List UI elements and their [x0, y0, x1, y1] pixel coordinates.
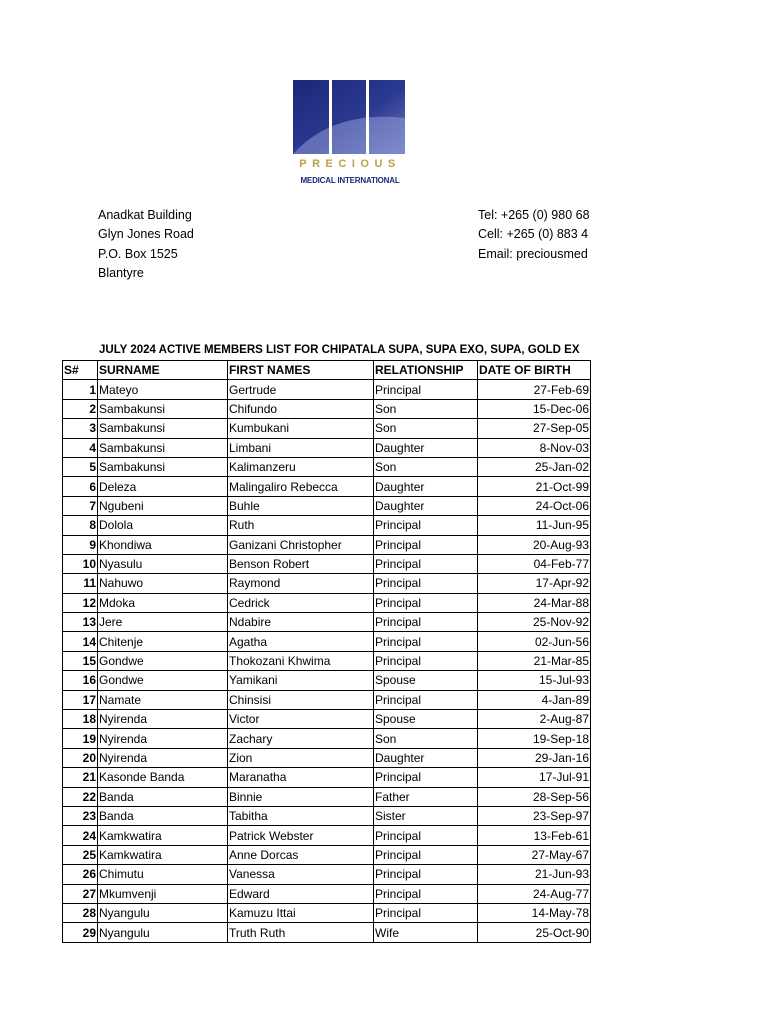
table-row [63, 903, 591, 922]
address-block [98, 206, 194, 283]
cell-dob: 25-Jan-02 [478, 457, 591, 476]
table-row [63, 399, 591, 418]
cell-dob: 24-Mar-88 [478, 593, 591, 612]
cell-dob: 19-Sep-18 [478, 729, 591, 748]
cell-first-names: Yamikani [228, 671, 374, 690]
cell-dob: 2-Aug-87 [478, 710, 591, 729]
cell-surname: Chitenje [98, 632, 228, 651]
cell-surname: Nyirenda [98, 748, 228, 767]
contact-email: Email: preciousmed [478, 246, 588, 261]
table-row [63, 535, 591, 554]
table-row [63, 826, 591, 845]
cell-relationship: Principal [374, 690, 478, 709]
cell-first-names: Ndabire [228, 613, 374, 632]
cell-relationship: Principal [374, 865, 478, 884]
address-line: Anadkat Building [98, 208, 192, 222]
cell-dob: 27-Feb-69 [478, 380, 591, 399]
cell-dob: 27-Sep-05 [478, 419, 591, 438]
row-number: 26 [63, 865, 98, 884]
company-logo [292, 80, 408, 188]
row-number: 29 [63, 923, 98, 942]
cell-dob: 14-May-78 [478, 903, 591, 922]
cell-surname: Kamkwatira [98, 826, 228, 845]
header-dob: DATE OF BIRTH [478, 361, 591, 380]
cell-surname: Mkumvenji [98, 884, 228, 903]
cell-first-names: Buhle [228, 496, 374, 515]
cell-relationship: Daughter [374, 438, 478, 457]
cell-dob: 29-Jan-16 [478, 748, 591, 767]
table-row [63, 865, 591, 884]
row-number: 25 [63, 845, 98, 864]
logo-brand: PRECIOUS [299, 158, 401, 170]
cell-dob: 25-Nov-92 [478, 613, 591, 632]
cell-surname: Gondwe [98, 671, 228, 690]
cell-surname: Sambakunsi [98, 438, 228, 457]
address-line: Glyn Jones Road [98, 227, 194, 242]
cell-dob: 8-Nov-03 [478, 438, 591, 457]
table-row [63, 574, 591, 593]
table-row [63, 923, 591, 942]
row-number: 15 [63, 651, 98, 670]
header-relationship: RELATIONSHIP [374, 361, 478, 380]
cell-surname: Nyangulu [98, 903, 228, 922]
row-number: 12 [63, 593, 98, 612]
cell-first-names: Chinsisi [228, 690, 374, 709]
cell-dob: 21-Jun-93 [478, 865, 591, 884]
cell-relationship: Principal [374, 903, 478, 922]
table-row [63, 593, 591, 612]
contact-block [478, 206, 590, 264]
cell-dob: 23-Sep-97 [478, 806, 591, 825]
cell-first-names: Zachary [228, 729, 374, 748]
row-number: 4 [63, 438, 98, 457]
cell-relationship: Sister [374, 806, 478, 825]
cell-dob: 15-Jul-93 [478, 671, 591, 690]
row-number: 19 [63, 729, 98, 748]
table-row [63, 613, 591, 632]
cell-dob: 24-Aug-77 [478, 884, 591, 903]
row-number: 23 [63, 806, 98, 825]
cell-relationship: Spouse [374, 710, 478, 729]
table-row [63, 690, 591, 709]
row-number: 9 [63, 535, 98, 554]
cell-surname: Banda [98, 787, 228, 806]
row-number: 18 [63, 710, 98, 729]
cell-relationship: Principal [374, 845, 478, 864]
table-row [63, 632, 591, 651]
cell-surname: Nyangulu [98, 923, 228, 942]
row-number: 22 [63, 787, 98, 806]
cell-relationship: Principal [374, 554, 478, 573]
cell-surname: Nyirenda [98, 729, 228, 748]
table-row [63, 787, 591, 806]
cell-first-names: Edward [228, 884, 374, 903]
row-number: 16 [63, 671, 98, 690]
cell-relationship: Son [374, 729, 478, 748]
address-line: P.O. Box 1525 [98, 246, 178, 261]
cell-first-names: Ganizani Christopher [228, 535, 374, 554]
header-surname: SURNAME [98, 361, 228, 380]
cell-relationship: Principal [374, 380, 478, 399]
cell-first-names: Vanessa [228, 865, 374, 884]
cell-first-names: Gertrude [228, 380, 374, 399]
cell-dob: 28-Sep-56 [478, 787, 591, 806]
cell-relationship: Principal [374, 884, 478, 903]
cell-first-names: Thokozani Khwima [228, 651, 374, 670]
table-row [63, 729, 591, 748]
cell-surname: Kasonde Banda [98, 768, 228, 787]
cell-relationship: Son [374, 419, 478, 438]
cell-first-names: Benson Robert [228, 554, 374, 573]
cell-surname: Namate [98, 690, 228, 709]
cell-relationship: Principal [374, 535, 478, 554]
contact-cell: Cell: +265 (0) 883 4 [478, 227, 589, 242]
cell-first-names: Limbani [228, 438, 374, 457]
cell-dob: 25-Oct-90 [478, 923, 591, 942]
cell-relationship: Principal [374, 516, 478, 535]
cell-relationship: Principal [374, 574, 478, 593]
table-row [63, 380, 591, 399]
cell-surname: Nyirenda [98, 710, 228, 729]
row-number: 27 [63, 884, 98, 903]
cell-dob: 4-Jan-89 [478, 690, 591, 709]
cell-first-names: Raymond [228, 574, 374, 593]
cell-first-names: Victor [228, 710, 374, 729]
table-row [63, 419, 591, 438]
cell-surname: Nyasulu [98, 554, 228, 573]
logo-subtitle: MEDICAL INTERNATIONAL [300, 176, 400, 185]
cell-dob: 04-Feb-77 [478, 554, 591, 573]
cell-first-names: Kamuzu Ittai [228, 903, 374, 922]
cell-first-names: Kumbukani [228, 419, 374, 438]
cell-first-names: Malingaliro Rebecca [228, 477, 374, 496]
table-row [63, 845, 591, 864]
cell-dob: 02-Jun-56 [478, 632, 591, 651]
table-row [63, 516, 591, 535]
row-number: 14 [63, 632, 98, 651]
cell-first-names: Anne Dorcas [228, 845, 374, 864]
cell-relationship: Daughter [374, 748, 478, 767]
table-row [63, 554, 591, 573]
cell-relationship: Principal [374, 651, 478, 670]
cell-dob: 15-Dec-06 [478, 399, 591, 418]
table-row [63, 651, 591, 670]
cell-surname: Sambakunsi [98, 399, 228, 418]
table-row [63, 671, 591, 690]
address-line: Blantyre [98, 265, 144, 280]
table-row [63, 884, 591, 903]
cell-first-names: Binnie [228, 787, 374, 806]
cell-surname: Ngubeni [98, 496, 228, 515]
row-number: 6 [63, 477, 98, 496]
cell-relationship: Father [374, 787, 478, 806]
cell-first-names: Truth Ruth [228, 923, 374, 942]
cell-first-names: Chifundo [228, 399, 374, 418]
members-table [62, 360, 591, 943]
cell-relationship: Principal [374, 826, 478, 845]
row-number: 7 [63, 496, 98, 515]
cell-surname: Nahuwo [98, 574, 228, 593]
cell-dob: 21-Mar-85 [478, 651, 591, 670]
row-number: 2 [63, 399, 98, 418]
cell-first-names: Agatha [228, 632, 374, 651]
cell-dob: 17-Apr-92 [478, 574, 591, 593]
cell-dob: 21-Oct-99 [478, 477, 591, 496]
row-number: 1 [63, 380, 98, 399]
cell-dob: 20-Aug-93 [478, 535, 591, 554]
cell-relationship: Spouse [374, 671, 478, 690]
cell-surname: Jere [98, 613, 228, 632]
cell-relationship: Daughter [374, 477, 478, 496]
row-number: 13 [63, 613, 98, 632]
list-title: JULY 2024 ACTIVE MEMBERS LIST FOR CHIPATALA SUPA, SUPA EXO, SUPA, GOLD EX [99, 344, 580, 356]
cell-surname: Banda [98, 806, 228, 825]
cell-surname: Chimutu [98, 865, 228, 884]
cell-first-names: Patrick Webster [228, 826, 374, 845]
cell-first-names: Zion [228, 748, 374, 767]
cell-relationship: Principal [374, 768, 478, 787]
row-number: 28 [63, 903, 98, 922]
contact-tel: Tel: +265 (0) 980 68 [478, 208, 590, 222]
cell-surname: Dolola [98, 516, 228, 535]
cell-relationship: Son [374, 457, 478, 476]
row-number: 20 [63, 748, 98, 767]
cell-relationship: Wife [374, 923, 478, 942]
row-number: 3 [63, 419, 98, 438]
header-sn: S# [63, 361, 98, 380]
table-row [63, 748, 591, 767]
cell-surname: Deleza [98, 477, 228, 496]
cell-surname: Mateyo [98, 380, 228, 399]
cell-surname: Kamkwatira [98, 845, 228, 864]
logo-mark-icon [293, 80, 405, 154]
cell-relationship: Principal [374, 613, 478, 632]
row-number: 24 [63, 826, 98, 845]
cell-first-names: Maranatha [228, 768, 374, 787]
cell-surname: Khondiwa [98, 535, 228, 554]
cell-dob: 17-Jul-91 [478, 768, 591, 787]
header-first-names: FIRST NAMES [228, 361, 374, 380]
cell-relationship: Daughter [374, 496, 478, 515]
cell-first-names: Cedrick [228, 593, 374, 612]
table-row [63, 477, 591, 496]
cell-surname: Mdoka [98, 593, 228, 612]
cell-surname: Sambakunsi [98, 457, 228, 476]
cell-first-names: Kalimanzeru [228, 457, 374, 476]
cell-dob: 13-Feb-61 [478, 826, 591, 845]
cell-relationship: Principal [374, 593, 478, 612]
table-row [63, 710, 591, 729]
table-row [63, 806, 591, 825]
table-row [63, 457, 591, 476]
cell-dob: 24-Oct-06 [478, 496, 591, 515]
cell-surname: Sambakunsi [98, 419, 228, 438]
row-number: 8 [63, 516, 98, 535]
row-number: 17 [63, 690, 98, 709]
table-row [63, 438, 591, 457]
table-row [63, 768, 591, 787]
cell-first-names: Tabitha [228, 806, 374, 825]
cell-relationship: Principal [374, 632, 478, 651]
cell-dob: 27-May-67 [478, 845, 591, 864]
table-row [63, 496, 591, 515]
row-number: 10 [63, 554, 98, 573]
row-number: 21 [63, 768, 98, 787]
row-number: 11 [63, 574, 98, 593]
table-header-row [63, 361, 591, 380]
cell-first-names: Ruth [228, 516, 374, 535]
cell-dob: 11-Jun-95 [478, 516, 591, 535]
row-number: 5 [63, 457, 98, 476]
cell-relationship: Son [374, 399, 478, 418]
cell-surname: Gondwe [98, 651, 228, 670]
